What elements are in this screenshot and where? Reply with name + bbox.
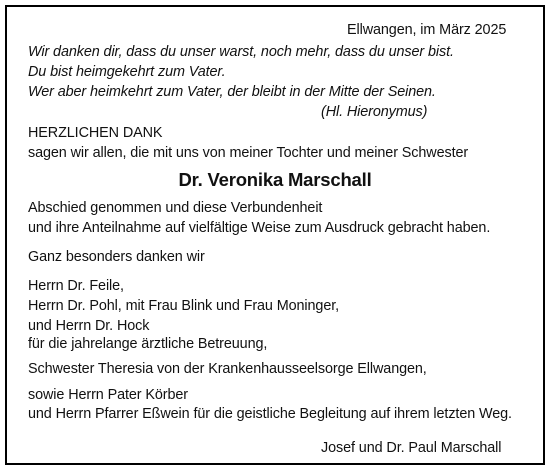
doctors-line-2: Herrn Dr. Pohl, mit Frau Blink und Frau Moninger, bbox=[28, 298, 340, 314]
quote-line-3: Wer aber heimkehrt zum Vater, der bleibt in der Mitte der Seinen. bbox=[28, 84, 436, 100]
thanks-heading: HERZLICHEN DANK bbox=[28, 125, 163, 141]
doctors-line-1: Herrn Dr. Feile, bbox=[28, 278, 124, 294]
pastoral-line: Schwester Theresia von der Krankenhausseelsorge Ellwangen, bbox=[28, 361, 427, 377]
signature-names: Josef und Dr. Paul Marschall bbox=[321, 440, 502, 456]
clergy-line-2: und Herrn Pfarrer Eßwein für die geistliche Begleitung auf ihrem letzten Weg. bbox=[28, 406, 512, 422]
clergy-line-1: sowie Herrn Pater Körber bbox=[28, 387, 188, 403]
quote-line-2: Du bist heimgekehrt zum Vater. bbox=[28, 64, 226, 80]
thanks-intro: sagen wir allen, die mit uns von meiner Tochter und meiner Schwester bbox=[28, 145, 469, 161]
obituary-notice-frame bbox=[5, 5, 545, 465]
quote-author: (Hl. Hieronymus) bbox=[321, 104, 428, 120]
farewell-line-1: Abschied genommen und diese Verbundenheit bbox=[28, 200, 323, 216]
special-thanks: Ganz besonders danken wir bbox=[28, 249, 205, 265]
deceased-name: Dr. Veronika Marschall bbox=[178, 169, 372, 190]
farewell-line-2: und ihre Anteilnahme auf vielfältige Weise zum Ausdruck gebracht haben. bbox=[28, 220, 491, 236]
quote-line-1: Wir danken dir, dass du unser warst, noch mehr, dass du unser bist. bbox=[28, 44, 454, 60]
doctors-line-3: und Herrn Dr. Hock bbox=[28, 318, 150, 334]
place-date: Ellwangen, im März 2025 bbox=[347, 22, 507, 38]
doctors-line-4: für die jahrelange ärztliche Betreuung, bbox=[28, 336, 268, 352]
